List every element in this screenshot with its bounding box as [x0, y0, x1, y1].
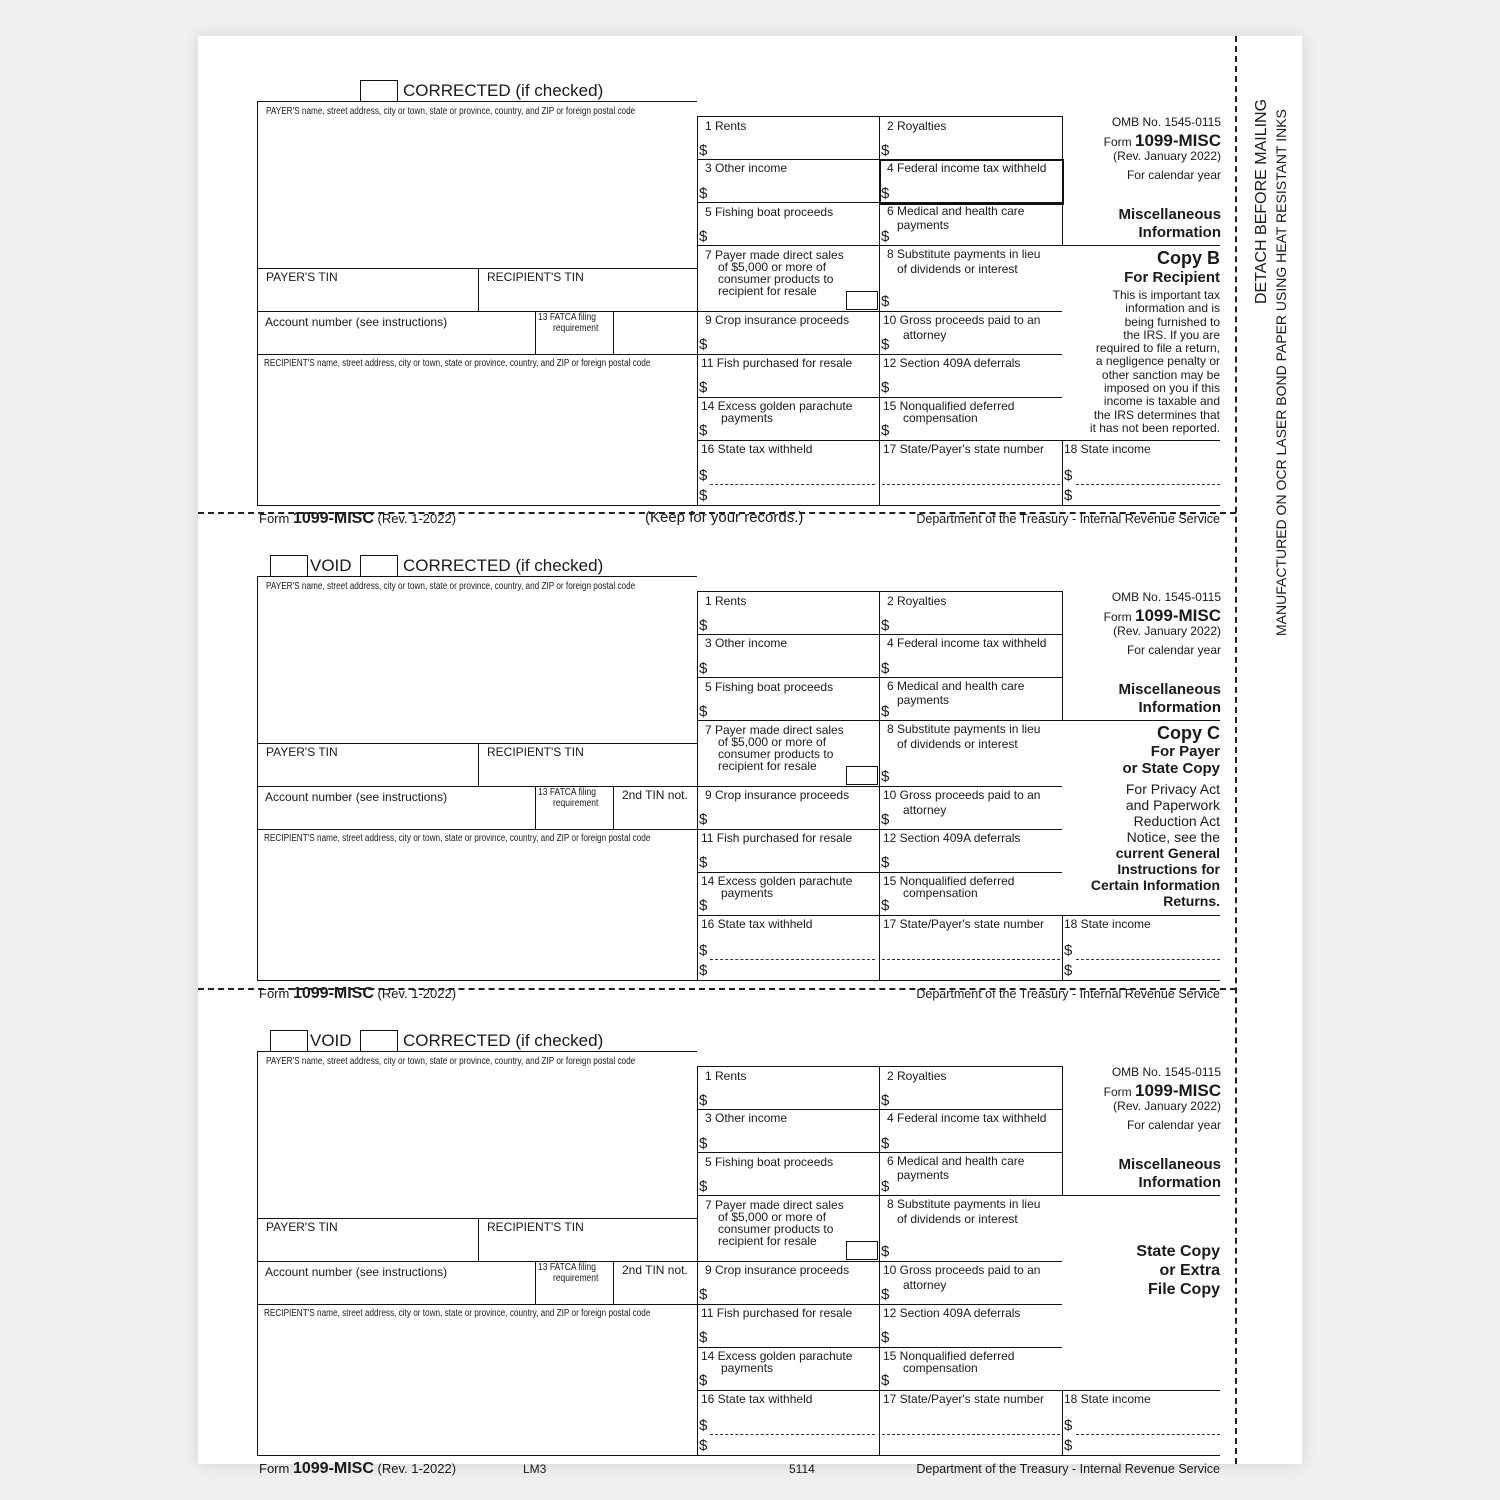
info-title: Information	[1138, 1174, 1221, 1191]
box5-field[interactable]	[710, 695, 875, 719]
omb-number: OMB No. 1545-0115	[1111, 1065, 1221, 1079]
box7-checkbox[interactable]	[846, 766, 878, 785]
recipient-tin-label: RECIPIENT'S TIN	[487, 745, 584, 759]
fatca-label-2: requirement	[553, 323, 599, 334]
box16-label: 16 State tax withheld	[701, 442, 813, 456]
recipient-tin-field[interactable]	[481, 1234, 696, 1260]
copy-c-form	[198, 547, 1302, 1007]
box6-label: 6 Medical and health care	[887, 204, 1025, 218]
corrected-label: CORRECTED (if checked)	[403, 81, 604, 100]
notice-line: income is taxable and	[1103, 394, 1220, 409]
box16-dollar-2: $	[699, 1437, 708, 1454]
copy-panel	[1068, 248, 1220, 438]
box15-dollar: $	[881, 1372, 890, 1389]
manufactured-notice: MANUFACTURED ON OCR LASER BOND PAPER USING HEAT RESISTANT INKS	[1273, 109, 1289, 636]
box6-dollar: $	[881, 703, 890, 720]
box1-dollar: $	[699, 1092, 708, 1109]
box6-label-2: payments	[897, 693, 950, 707]
misc-title: Miscellaneous	[1118, 681, 1221, 698]
box4-label: 4 Federal income tax withheld	[887, 1111, 1047, 1125]
box12-label: 12 Section 409A deferrals	[883, 356, 1021, 370]
box10-label-2: attorney	[903, 803, 947, 817]
box18-field[interactable]	[1076, 1408, 1220, 1454]
box16-label: 16 State tax withheld	[701, 1392, 813, 1406]
box18-field[interactable]	[1076, 458, 1220, 504]
notice-line: This is important tax	[1112, 288, 1220, 302]
box12-dollar: $	[881, 1329, 890, 1346]
footer-form-name: 1099-MISC	[292, 510, 374, 527]
fatca-label-2: requirement	[553, 1273, 599, 1284]
corrected-checkbox[interactable]	[360, 1030, 398, 1052]
copy-notice	[1068, 289, 1220, 435]
box16-dollar-2: $	[699, 487, 708, 504]
perforation-line-1	[198, 512, 1236, 514]
footer-form-rev: (Rev. 1-2022)	[377, 511, 457, 526]
notice-line: Reduction Act	[1133, 813, 1220, 829]
box17-label: 17 State/Payer's state number	[883, 442, 1045, 456]
account-number-label: Account number (see instructions)	[265, 790, 448, 804]
notice-line: required to file a return,	[1095, 341, 1220, 356]
payer-name-label: PAYER'S name, street address, city or town, state or province, country, and ZIP or foreign postal code	[266, 106, 636, 117]
box15-field[interactable]	[893, 426, 1058, 438]
notice-line: Notice, see the	[1126, 829, 1220, 845]
box3-dollar: $	[699, 185, 708, 202]
box6-label: 6 Medical and health care	[887, 1154, 1025, 1168]
box7-checkbox[interactable]	[846, 291, 878, 310]
notice-line: For Privacy Act	[1125, 781, 1220, 797]
box15-label: 15 Nonqualified deferred	[883, 874, 1015, 888]
payer-tin-field[interactable]	[260, 1234, 475, 1260]
payer-tin-label: PAYER'S TIN	[266, 745, 338, 759]
calendar-year-label: For calendar year	[1126, 168, 1221, 182]
footer-form-rev: (Rev. 1-2022)	[377, 986, 457, 1001]
box14-label: 14 Excess golden parachute	[701, 1349, 853, 1363]
box18-label: 18 State income	[1064, 917, 1151, 931]
box15-field[interactable]	[893, 1376, 1058, 1388]
copy-panel	[1064, 1242, 1220, 1322]
box5-dollar: $	[699, 228, 708, 245]
notice-line: being furnished to	[1124, 314, 1220, 329]
copy-b-form	[198, 72, 1302, 532]
recipient-name-field[interactable]	[260, 372, 695, 502]
footer-form-rev: (Rev. 1-2022)	[377, 1461, 457, 1476]
box18-dollar-1: $	[1064, 942, 1073, 959]
perforation-line-2	[198, 988, 1236, 990]
box18-dollar-2: $	[1064, 1437, 1073, 1454]
box3-field[interactable]	[710, 1126, 875, 1150]
form-revision: (Rev. January 2022)	[1113, 1099, 1221, 1113]
box3-label: 3 Other income	[705, 161, 788, 175]
box5-dollar: $	[699, 703, 708, 720]
second-tin-label: 2nd TIN not.	[622, 1263, 688, 1277]
box15-field[interactable]	[893, 901, 1058, 913]
copy-title-2: or Extra	[1159, 1262, 1220, 1279]
box12-label: 12 Section 409A deferrals	[883, 1306, 1021, 1320]
box11-field[interactable]	[710, 845, 875, 869]
box7-label-4: recipient for resale	[718, 1234, 817, 1248]
notice-line: Instructions for	[1117, 861, 1220, 877]
print-code-lm: LM3	[523, 1462, 547, 1476]
notice-line: Certain Information	[1090, 877, 1220, 893]
box7-label-3: consumer products to	[718, 272, 834, 286]
calendar-year-label: For calendar year	[1126, 643, 1221, 657]
state-copy-form	[198, 1022, 1302, 1482]
form-title	[1001, 131, 1221, 151]
copy-title: Copy C	[1157, 723, 1220, 743]
box14-dollar: $	[699, 422, 708, 439]
box7-label: 7 Payer made direct sales	[705, 248, 844, 262]
notice-line: the IRS determines that	[1093, 407, 1220, 422]
box1-label: 1 Rents	[705, 119, 747, 133]
box18-label: 18 State income	[1064, 1392, 1151, 1406]
box5-field[interactable]	[710, 1170, 875, 1194]
box11-dollar: $	[699, 379, 708, 396]
fatca-label-2: requirement	[553, 798, 599, 809]
box7-label-4: recipient for resale	[718, 759, 817, 773]
box8-label-2: of dividends or interest	[897, 1212, 1018, 1226]
second-tin-field[interactable]	[616, 803, 694, 827]
box16-field[interactable]	[710, 933, 875, 979]
box10-field[interactable]	[893, 817, 1058, 828]
box1-label: 1 Rents	[705, 594, 747, 608]
footer-form-word: Form	[259, 511, 290, 526]
info-title: Information	[1138, 699, 1221, 716]
recipient-name-label: RECIPIENT'S name, street address, city or town, state or province, country, and ZIP or foreign postal code	[264, 833, 651, 844]
void-checkbox[interactable]	[270, 1030, 308, 1052]
void-label: VOID	[310, 1031, 352, 1050]
box16-field[interactable]	[710, 1408, 875, 1454]
second-tin-label: 2nd TIN not.	[622, 788, 688, 802]
box6-label-2: payments	[897, 1168, 950, 1182]
box11-field[interactable]	[710, 1320, 875, 1344]
box8-label: 8 Substitute payments in lieu	[887, 247, 1041, 261]
box16-dollar-1: $	[699, 1417, 708, 1434]
box15-label: 15 Nonqualified deferred	[883, 399, 1015, 413]
payer-name-field[interactable]	[260, 599, 695, 741]
box11-label: 11 Fish purchased for resale	[701, 1306, 853, 1320]
footer-form-word: Form	[259, 1461, 290, 1476]
box1-dollar: $	[699, 142, 708, 159]
box14-field[interactable]	[710, 901, 875, 913]
box8-field[interactable]	[893, 278, 1058, 310]
box17-field[interactable]	[882, 1408, 1060, 1454]
copy-subtitle-2: or State Copy	[1122, 760, 1220, 777]
copy-subtitle: For Payer	[1150, 743, 1220, 760]
form-word: Form	[1103, 1085, 1132, 1099]
box4-label: 4 Federal income tax withheld	[887, 161, 1047, 175]
box2-label: 2 Royalties	[887, 119, 947, 133]
box5-label: 5 Fishing boat proceeds	[705, 205, 834, 219]
footer-form-name: 1099-MISC	[292, 985, 374, 1002]
box4-label: 4 Federal income tax withheld	[887, 636, 1047, 650]
box14-field[interactable]	[710, 426, 875, 438]
box8-label-2: of dividends or interest	[897, 737, 1018, 751]
box16-dollar-1: $	[699, 467, 708, 484]
form-name: 1099-MISC	[1135, 1081, 1221, 1100]
recipient-tin-field[interactable]	[481, 759, 696, 785]
box1-dollar: $	[699, 617, 708, 634]
box14-dollar: $	[699, 1372, 708, 1389]
box12-field[interactable]	[893, 845, 1058, 869]
box3-field[interactable]	[710, 651, 875, 675]
box14-label-2: payments	[721, 411, 774, 425]
box18-dollar-2: $	[1064, 962, 1073, 979]
box12-field[interactable]	[893, 1320, 1058, 1344]
copy-panel	[1064, 723, 1220, 915]
footer-form-id	[259, 1460, 456, 1478]
payer-tin-field[interactable]	[260, 759, 475, 785]
form-revision: (Rev. January 2022)	[1113, 149, 1221, 163]
detach-notice: DETACH BEFORE MAILING	[1253, 98, 1270, 304]
corrected-label: CORRECTED (if checked)	[403, 556, 604, 575]
recipient-tin-field[interactable]	[481, 284, 696, 310]
box7-label-2: of $5,000 or more of	[718, 1210, 827, 1224]
box17-label: 17 State/Payer's state number	[883, 917, 1045, 931]
payer-tin-label: PAYER'S TIN	[266, 1220, 338, 1234]
box7-checkbox[interactable]	[846, 1241, 878, 1260]
box7-label-2: of $5,000 or more of	[718, 260, 827, 274]
box11-label: 11 Fish purchased for resale	[701, 831, 853, 845]
box14-label-2: payments	[721, 886, 774, 900]
fatca-label: 13 FATCA filing	[538, 787, 596, 798]
box7-label-3: consumer products to	[718, 1222, 834, 1236]
notice-line: Returns.	[1163, 893, 1220, 909]
box16-dollar-1: $	[699, 942, 708, 959]
box10-label: 10 Gross proceeds paid to an	[883, 788, 1041, 802]
payer-tin-field[interactable]	[260, 284, 475, 310]
box9-field[interactable]	[710, 328, 875, 352]
box18-dollar-2: $	[1064, 487, 1073, 504]
form-title	[1001, 606, 1221, 626]
form-title	[1001, 1081, 1221, 1101]
footer-form-word: Form	[259, 986, 290, 1001]
box9-field[interactable]	[710, 803, 875, 827]
box7-label: 7 Payer made direct sales	[705, 1198, 844, 1212]
recipient-name-field[interactable]	[260, 847, 695, 977]
void-label: VOID	[310, 556, 352, 575]
form-word: Form	[1103, 135, 1132, 149]
box6-dollar: $	[881, 228, 890, 245]
box2-label: 2 Royalties	[887, 1069, 947, 1083]
box6-dollar: $	[881, 1178, 890, 1195]
box10-label: 10 Gross proceeds paid to an	[883, 1263, 1041, 1277]
box8-dollar: $	[881, 1243, 890, 1260]
box11-field[interactable]	[710, 370, 875, 394]
notice-line: a negligence penalty or	[1095, 354, 1220, 369]
box18-dollar-1: $	[1064, 467, 1073, 484]
second-tin-field[interactable]	[616, 1278, 694, 1302]
fatca-label: 13 FATCA filing	[538, 312, 596, 323]
box16-dollar-2: $	[699, 962, 708, 979]
footer-department: Department of the Treasury - Internal Revenue Service	[916, 987, 1220, 1001]
box14-dollar: $	[699, 897, 708, 914]
payer-name-field[interactable]	[260, 124, 695, 266]
box8-label-2: of dividends or interest	[897, 262, 1018, 276]
form-sheet	[198, 36, 1302, 1477]
box8-dollar: $	[881, 768, 890, 785]
notice-line: current General	[1115, 845, 1220, 861]
box10-dollar: $	[881, 336, 890, 353]
recipient-tin-label: RECIPIENT'S TIN	[487, 1220, 584, 1234]
box18-field[interactable]	[1076, 933, 1220, 979]
box2-dollar: $	[881, 1092, 890, 1109]
copy-notice	[1064, 781, 1220, 845]
box17-label: 17 State/Payer's state number	[883, 1392, 1045, 1406]
box3-field[interactable]	[710, 176, 875, 200]
perforation-line-vertical	[1235, 36, 1237, 1464]
omb-number: OMB No. 1545-0115	[1111, 590, 1221, 604]
box9-dollar: $	[699, 336, 708, 353]
box9-label: 9 Crop insurance proceeds	[705, 1263, 850, 1277]
box8-label: 8 Substitute payments in lieu	[887, 722, 1041, 736]
omb-number: OMB No. 1545-0115	[1111, 115, 1221, 129]
box10-dollar: $	[881, 811, 890, 828]
box1-field[interactable]	[710, 134, 875, 158]
recipient-tin-label: RECIPIENT'S TIN	[487, 270, 584, 284]
misc-title: Miscellaneous	[1118, 1156, 1221, 1173]
payer-name-field[interactable]	[260, 1074, 695, 1216]
box10-field[interactable]	[893, 1292, 1058, 1303]
box5-label: 5 Fishing boat proceeds	[705, 680, 834, 694]
box15-label-2: compensation	[903, 886, 978, 900]
copy-title: Copy B	[1157, 248, 1220, 268]
box5-field[interactable]	[710, 220, 875, 244]
fatca-label: 13 FATCA filing	[538, 1262, 596, 1273]
box2-dollar: $	[881, 142, 890, 159]
box2-dollar: $	[881, 617, 890, 634]
box14-label: 14 Excess golden parachute	[701, 399, 853, 413]
box7-label-2: of $5,000 or more of	[718, 735, 827, 749]
box18-label: 18 State income	[1064, 442, 1151, 456]
payer-name-label: PAYER'S name, street address, city or town, state or province, country, and ZIP or foreign postal code	[266, 581, 636, 592]
copy-subtitle: For Recipient	[1124, 269, 1220, 286]
box4-highlight	[879, 159, 1064, 205]
box10-label-2: attorney	[903, 1278, 947, 1292]
box15-dollar: $	[881, 422, 890, 439]
box15-label-2: compensation	[903, 1361, 978, 1375]
recipient-name-field[interactable]	[260, 1322, 695, 1452]
form-name: 1099-MISC	[1135, 131, 1221, 150]
recipient-name-label: RECIPIENT'S name, street address, city or town, state or province, country, and ZIP or foreign postal code	[264, 1308, 651, 1319]
box9-field[interactable]	[710, 1278, 875, 1302]
box10-field[interactable]	[893, 342, 1058, 353]
form-name: 1099-MISC	[1135, 606, 1221, 625]
box7-label-3: consumer products to	[718, 747, 834, 761]
box18-dollar-1: $	[1064, 1417, 1073, 1434]
box10-label-2: attorney	[903, 328, 947, 342]
payer-name-label: PAYER'S name, street address, city or town, state or province, country, and ZIP or foreign postal code	[266, 1056, 636, 1067]
box16-label: 16 State tax withheld	[701, 917, 813, 931]
box3-label: 3 Other income	[705, 636, 788, 650]
keep-records-note: (Keep for your records.)	[645, 509, 804, 526]
box14-field[interactable]	[710, 1376, 875, 1388]
form-revision: (Rev. January 2022)	[1113, 624, 1221, 638]
box17-field[interactable]	[882, 933, 1060, 979]
print-code-number: 5114	[789, 1462, 815, 1476]
copy-notice-bold	[1064, 845, 1220, 909]
box8-field[interactable]	[893, 753, 1058, 785]
box6-label-2: payments	[897, 218, 950, 232]
box12-dollar: $	[881, 379, 890, 396]
box6-label: 6 Medical and health care	[887, 679, 1025, 693]
notice-line: it has not been reported.	[1089, 420, 1220, 435]
box4-dollar: $	[881, 660, 890, 677]
void-checkbox[interactable]	[270, 555, 308, 577]
notice-line: information and is	[1125, 301, 1220, 316]
payer-tin-label: PAYER'S TIN	[266, 270, 338, 284]
box9-dollar: $	[699, 811, 708, 828]
box14-label: 14 Excess golden parachute	[701, 874, 853, 888]
box1-field[interactable]	[710, 609, 875, 633]
calendar-year-label: For calendar year	[1126, 1118, 1221, 1132]
box7-label: 7 Payer made direct sales	[705, 723, 844, 737]
box1-field[interactable]	[710, 1084, 875, 1108]
box1-label: 1 Rents	[705, 1069, 747, 1083]
notice-line: the IRS. If you are	[1123, 327, 1220, 342]
box16-field[interactable]	[710, 458, 875, 504]
box12-field[interactable]	[893, 370, 1058, 394]
box10-label: 10 Gross proceeds paid to an	[883, 313, 1041, 327]
box7-label-4: recipient for resale	[718, 284, 817, 298]
copy-title-3: File Copy	[1147, 1281, 1220, 1298]
box8-dollar: $	[881, 293, 890, 310]
info-title: Information	[1138, 224, 1221, 241]
footer-form-name: 1099-MISC	[292, 1460, 374, 1477]
corrected-label: CORRECTED (if checked)	[403, 1031, 604, 1050]
box4-dollar: $	[881, 185, 890, 202]
account-number-label: Account number (see instructions)	[265, 1265, 448, 1279]
box11-label: 11 Fish purchased for resale	[701, 356, 853, 370]
corrected-checkbox[interactable]	[360, 80, 398, 102]
corrected-checkbox[interactable]	[360, 555, 398, 577]
box14-label-2: payments	[721, 1361, 774, 1375]
box15-label-2: compensation	[903, 411, 978, 425]
box17-field[interactable]	[882, 458, 1060, 504]
footer-department: Department of the Treasury - Internal Revenue Service	[916, 512, 1220, 526]
form-word: Form	[1103, 610, 1132, 624]
box15-label: 15 Nonqualified deferred	[883, 1349, 1015, 1363]
box4-dollar: $	[881, 1135, 890, 1152]
box12-label: 12 Section 409A deferrals	[883, 831, 1021, 845]
box12-dollar: $	[881, 854, 890, 871]
box10-dollar: $	[881, 1286, 890, 1303]
box5-dollar: $	[699, 1178, 708, 1195]
box3-dollar: $	[699, 1135, 708, 1152]
notice-line: and Paperwork	[1125, 797, 1220, 813]
box3-dollar: $	[699, 660, 708, 677]
misc-title: Miscellaneous	[1118, 206, 1221, 223]
box15-dollar: $	[881, 897, 890, 914]
box2-label: 2 Royalties	[887, 594, 947, 608]
notice-line: other sanction may be	[1101, 367, 1220, 382]
box8-label: 8 Substitute payments in lieu	[887, 1197, 1041, 1211]
box11-dollar: $	[699, 854, 708, 871]
box11-dollar: $	[699, 1329, 708, 1346]
recipient-name-label: RECIPIENT'S name, street address, city or town, state or province, country, and ZIP or foreign postal code	[264, 358, 651, 369]
box9-label: 9 Crop insurance proceeds	[705, 788, 850, 802]
box5-label: 5 Fishing boat proceeds	[705, 1155, 834, 1169]
notice-line: imposed on you if this	[1103, 381, 1220, 396]
footer-department: Department of the Treasury - Internal Revenue Service	[916, 1462, 1220, 1476]
box3-label: 3 Other income	[705, 1111, 788, 1125]
account-number-label: Account number (see instructions)	[265, 315, 448, 329]
box9-label: 9 Crop insurance proceeds	[705, 313, 850, 327]
box8-field[interactable]	[893, 1228, 1058, 1260]
copy-title: State Copy	[1136, 1243, 1220, 1260]
box9-dollar: $	[699, 1286, 708, 1303]
